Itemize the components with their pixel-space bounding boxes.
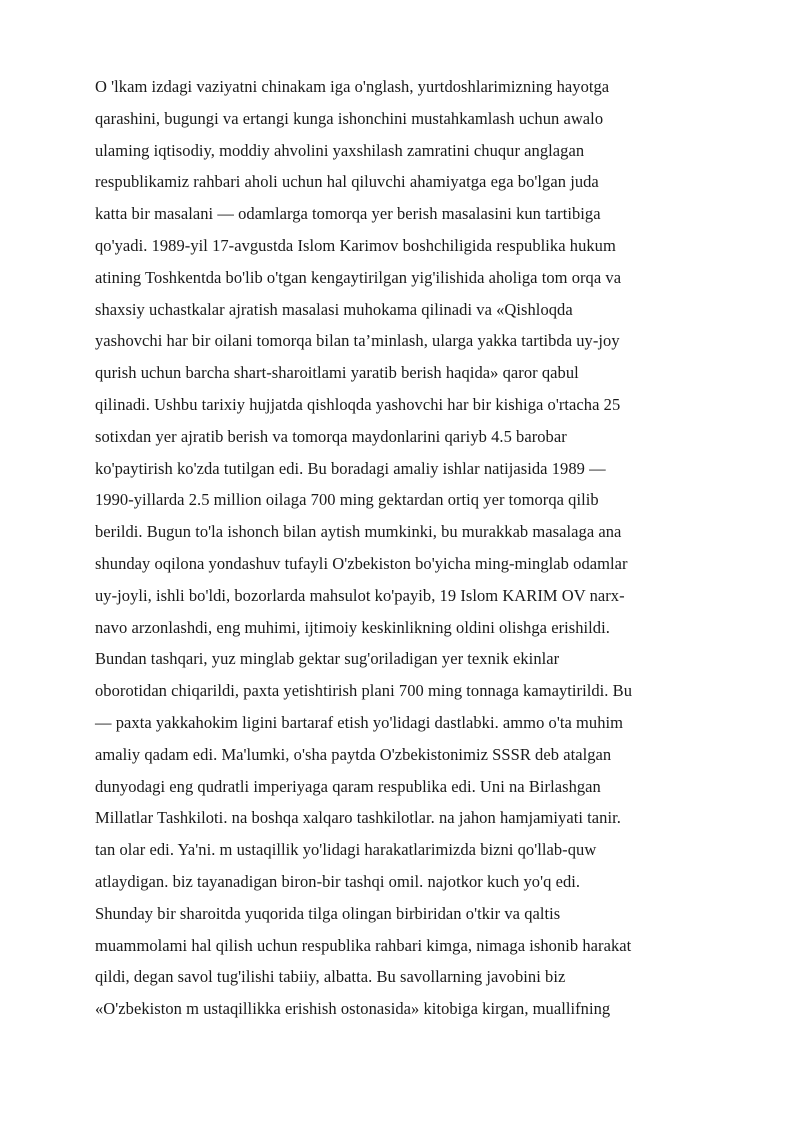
text-line: Shunday bir sharoitda yuqorida tilga olingan birbiridan o'tkir va qaltis <box>95 903 561 923</box>
text-line: Millatlar Tashkiloti. na boshqa xalqaro tashkilotlar. na jahon hamjamiyati tanir. <box>95 808 621 828</box>
text-line: qilinadi. Ushbu tarixiy hujjatda qishloqda yashovchi har bir kishiga o'rtacha 25 <box>95 394 621 414</box>
text-line: oborotidan chiqarildi, paxta yetishtirish plani 700 ming tonnaga kamaytirildi. Bu <box>95 681 632 701</box>
text-line: uy-joyli, ishli bo'ldi, bozorlarda mahsulot ko'payib, 19 Islom KARIM OV narx- <box>95 585 625 605</box>
text-line: ulaming iqtisodiy, moddiy ahvolini yaxshilash zamratini chuqur anglagan <box>95 140 585 160</box>
text-line: navo arzonlashdi, eng muhimi, ijtimoiy keskinlikning oldini olishga erishildi. <box>95 617 610 637</box>
text-line: yashovchi har bir oilani tomorqa bilan ta’minlash, ularga yakka tartibda uy-joy <box>95 331 620 351</box>
text-line: qarashini, bugungi va ertangi kunga ishonchini mustahkamlash uchun awalo <box>95 108 604 128</box>
text-line: shunday oqilona yondashuv tufayli O'zbekiston bo'yicha ming-minglab odamlar <box>95 553 628 573</box>
text-line: berildi. Bugun to'la ishonch bilan aytish mumkinki, bu murakkab masalaga ana <box>95 522 622 542</box>
text-line: sotixdan yer ajratib berish va tomorqa maydonlarini qariyb 4.5 barobar <box>95 426 567 446</box>
text-line: «O'zbekiston m ustaqillikka erishish ostonasida» kitobiga kirgan, muallifning <box>95 999 611 1019</box>
text-line: amaliy qadam edi. Ma'lumki, o'sha paytda O'zbekistonimiz SSSR deb atalgan <box>95 744 612 764</box>
text-line: ko'paytirish ko'zda tutilgan edi. Bu boradagi amaliy ishlar natijasida 1989 — <box>95 458 606 478</box>
text-line: tan olar edi. Ya'ni. m ustaqillik yo'lidagi harakatlarimizda bizni qo'llab-quw <box>95 840 597 860</box>
text-line: dunyodagi eng qudratli imperiyaga qaram respublika edi. Uni na Birlashgan <box>95 776 601 796</box>
body-text <box>95 76 715 1030</box>
text-line: qo'yadi. 1989-yil 17-avgustda Islom Karimov boshchiligida respublika hukum <box>95 235 616 255</box>
text-line: 1990-yillarda 2.5 million oilaga 700 ming gektardan ortiq yer tomorqa qilib <box>95 490 599 510</box>
text-line: muammolami hal qilish uchun respublika rahbari kimga, nimaga ishonib harakat <box>95 935 632 955</box>
text-line: atlaydigan. biz tayanadigan biron-bir tashqi omil. najotkor kuch yo'q edi. <box>95 871 581 891</box>
text-line: O 'lkam izdagi vaziyatni chinakam iga o'nglash, yurtdoshlarimizning hayotga <box>95 77 610 96</box>
text-line: qildi, degan savol tug'ilishi tabiiy, albatta. Bu savollarning javobini biz <box>95 967 566 987</box>
text-line: qurish uchun barcha shart-sharoitlami yaratib berish haqida» qaror qabul <box>95 363 579 383</box>
text-line: shaxsiy uchastkalar ajratish masalasi muhokama qilinadi va «Qishloqda <box>95 299 573 319</box>
text-line: katta bir masalani — odamlarga tomorqa yer berish masalasini kun tartibiga <box>95 204 601 224</box>
text-line: atining Toshkentda bo'lib o'tgan kengaytirilgan yig'ilishida aholiga tom orqa va <box>95 267 622 287</box>
text-line: Bundan tashqari, yuz minglab gektar sug'oriladigan yer texnik ekinlar <box>95 649 560 669</box>
text-line: — paxta yakkahokim ligini bartaraf etish yo'lidagi dastlabki. ammo o'ta muhim <box>95 712 624 732</box>
text-line: respublikamiz rahbari aholi uchun hal qiluvchi ahamiyatga ega bo'lgan juda <box>95 172 599 192</box>
